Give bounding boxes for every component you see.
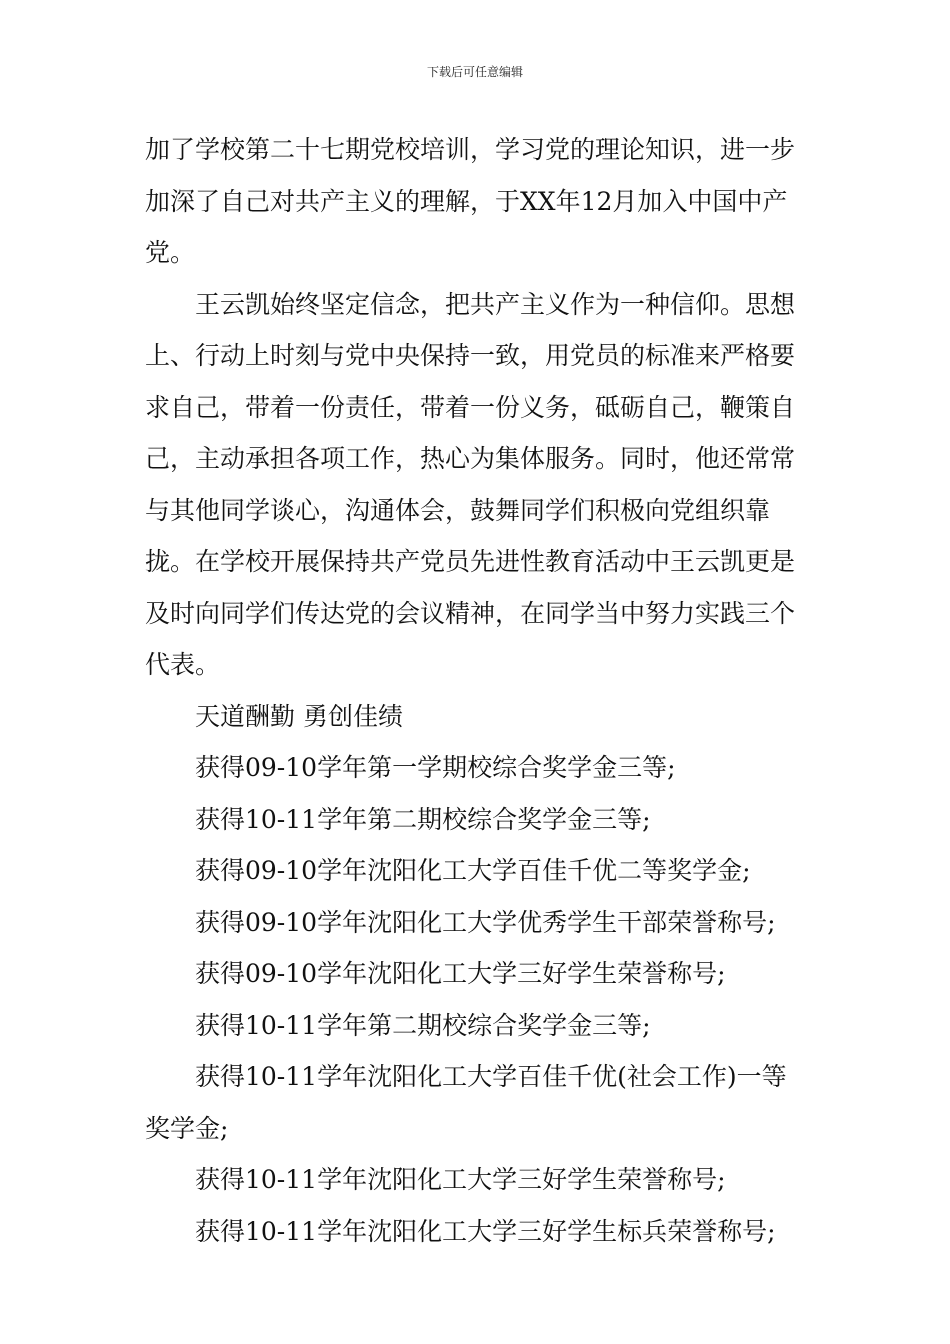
award-item: 获得09-10学年沈阳化工大学三好学生荣誉称号; bbox=[195, 959, 726, 988]
award-item: 获得09-10学年沈阳化工大学百佳千优二等奖学金; bbox=[195, 856, 751, 885]
award-item: 获得10-11学年第二期校综合奖学金三等; bbox=[195, 1010, 651, 1040]
paragraph-party-school: 加了学校第二十七期党校培训，学习党的理论知识，进一步加深了自己对共产主义的理解，于XX年12月加入中国中产党。 bbox=[145, 135, 796, 267]
award-item: 获得09-10学年第一学期校综合奖学金三等; bbox=[195, 753, 676, 782]
document-body bbox=[145, 124, 810, 1257]
award-item: 获得10-11学年沈阳化工大学三好学生荣誉称号; bbox=[195, 1165, 726, 1194]
award-item: 获得09-10学年沈阳化工大学优秀学生干部荣誉称号; bbox=[195, 907, 776, 937]
award-item: 获得10-11学年沈阳化工大学百佳千优(社会工作)一等奖学金; bbox=[145, 1062, 787, 1143]
award-item: 获得10-11学年第二期校综合奖学金三等; bbox=[195, 804, 651, 834]
paragraph-belief: 王云凯始终坚定信念，把共产主义作为一种信仰。思想上、行动上时刻与党中央保持一致，用党员的标准来严格要求自己，带着一份责任，带着一份义务，砥砺自己，鞭策自己，主动承担各项工作，热心为集体服务。同时，他还常常与其他同学谈心，沟通体会，鼓舞同学们积极向党组织靠拢。在学校开展保持共产党员先进性教育活动中王云凯更是及时向同学们传达党的会议精神，在同学当中努力实践三个代表。 bbox=[145, 289, 796, 679]
section-heading: 天道酬勤 勇创佳绩 bbox=[195, 701, 403, 731]
award-item: 获得10-11学年沈阳化工大学三好学生标兵荣誉称号; bbox=[195, 1216, 776, 1246]
page-header: 下载后可任意编辑 bbox=[426, 65, 523, 79]
